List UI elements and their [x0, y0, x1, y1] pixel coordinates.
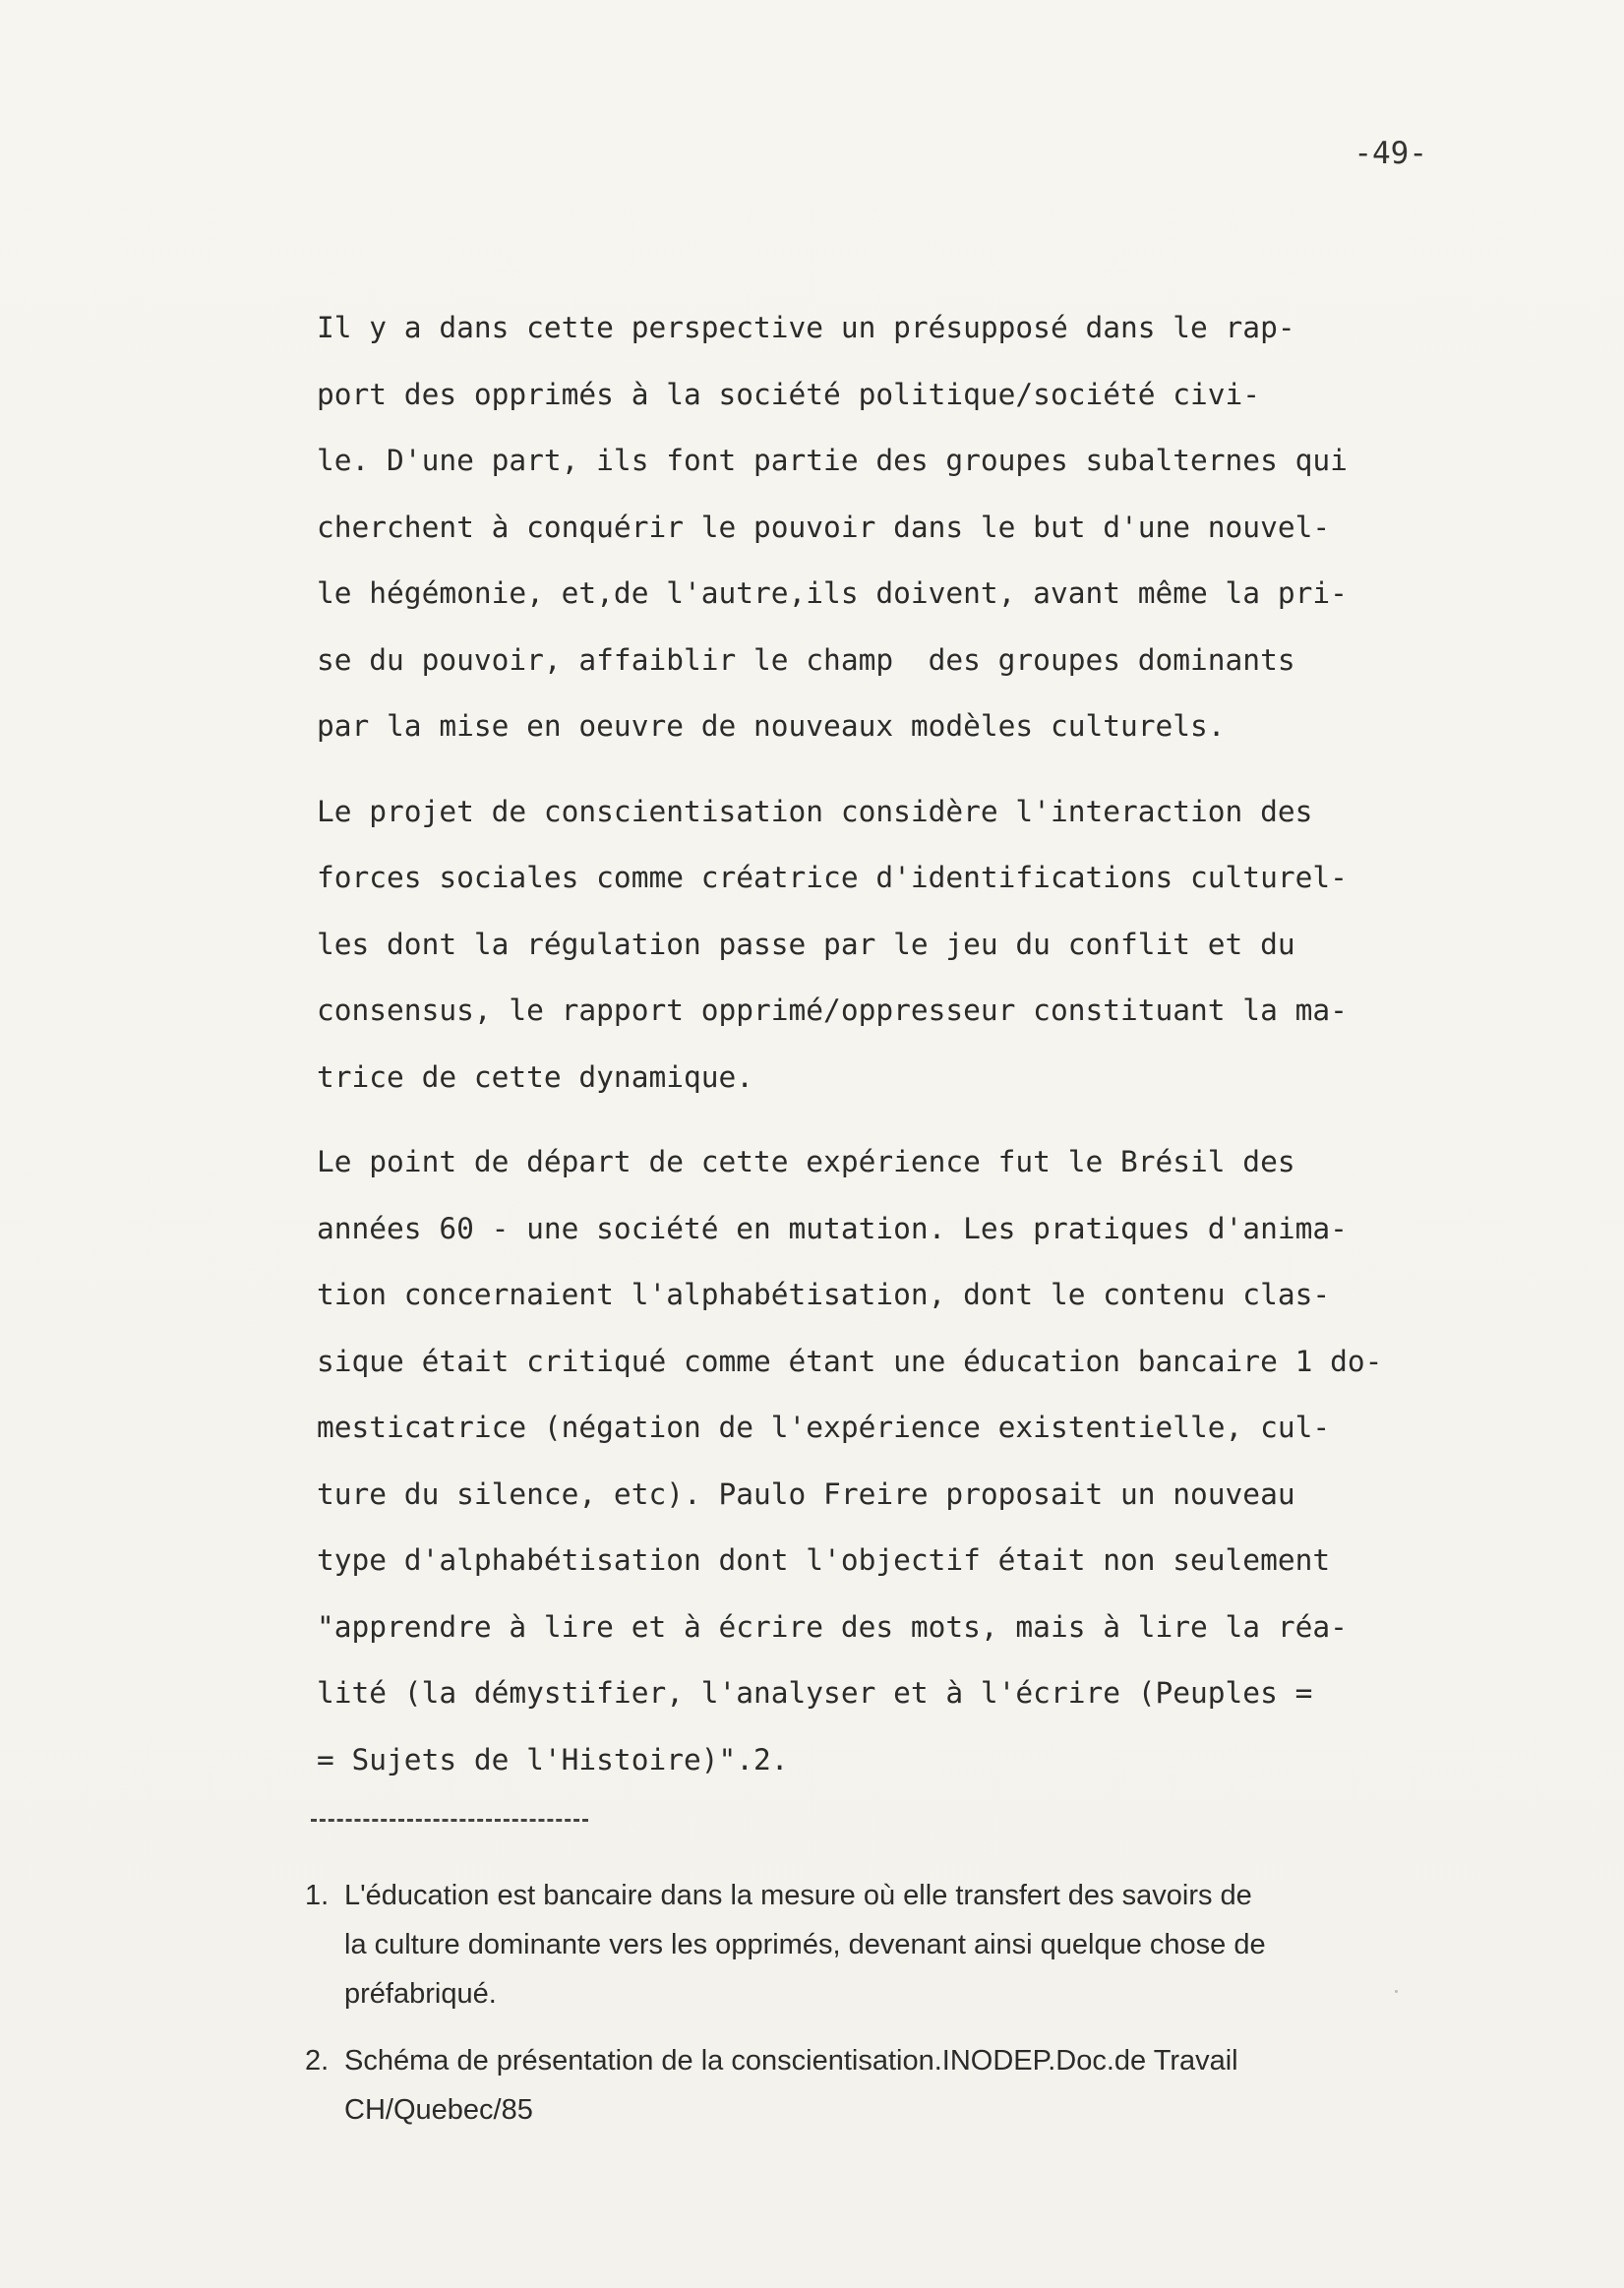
footnote-2: [305, 2036, 1485, 2135]
text-line: type d'alphabétisation dont l'objectif était non seulement: [317, 1543, 1331, 1577]
text-line: forces sociales comme créatrice d'identifications culturel-: [317, 861, 1348, 894]
text-line: le hégémonie, et,de l'autre,ils doivent, avant même la pri-: [317, 576, 1348, 610]
text-line: "apprendre à lire et à écrire des mots, mais à lire la réa-: [317, 1609, 1348, 1644]
text-line: consensus, le rapport opprimé/oppresseur constituant la ma-: [317, 993, 1348, 1027]
footnote-separator: [311, 1819, 588, 1822]
paper-speck: [1395, 1990, 1398, 1993]
text-line: tion concernaient l'alphabétisation, dont le contenu clas-: [317, 1278, 1331, 1311]
text-line: le. D'une part, ils font partie des groupes subalternes qui: [317, 444, 1348, 477]
paragraph-1: [317, 295, 1477, 760]
footnote-1: [305, 1871, 1485, 2018]
body-text: [317, 295, 1477, 1812]
text-line: cherchent à conquérir le pouvoir dans le but d'une nouvel-: [317, 510, 1331, 544]
page-number: -49-: [1353, 136, 1427, 171]
footnotes: [305, 1871, 1485, 2152]
footnote-text-line: préfabriqué.: [344, 1978, 497, 2010]
footnote-number: 2.: [305, 2045, 330, 2077]
text-line: sique était critiqué comme étant une éducation bancaire 1 do-: [317, 1344, 1383, 1378]
text-line: mesticatrice (négation de l'expérience existentielle, cul-: [317, 1411, 1331, 1444]
text-line: port des opprimés à la société politique/société civi-: [317, 377, 1261, 411]
footnote-text-line: Schéma de présentation de la conscientisation.INODEP.Doc.de Travail: [344, 2045, 1238, 2077]
footnote-text-line: la culture dominante vers les opprimés, devenant ainsi quelque chose de: [344, 1929, 1266, 1960]
text-line: Le projet de conscientisation considère l'interaction des: [317, 794, 1313, 828]
text-line: Il y a dans cette perspective un présupposé dans le rap-: [317, 311, 1295, 344]
text-line: les dont la régulation passe par le jeu du conflit et du: [317, 927, 1295, 961]
text-line: = Sujets de l'Histoire)".2.: [317, 1742, 789, 1776]
text-line: trice de cette dynamique.: [317, 1059, 754, 1094]
text-line: par la mise en oeuvre de nouveaux modèles culturels.: [317, 709, 1226, 743]
paragraph-3: [317, 1129, 1477, 1793]
text-line: se du pouvoir, affaiblir le champ des groupes dominants: [317, 642, 1295, 677]
text-line: années 60 - une société en mutation. Les pratiques d'anima-: [317, 1211, 1348, 1245]
footnote-number: 1.: [305, 1880, 330, 1911]
text-line: lité (la démystifier, l'analyser et à l'écrire (Peuples =: [317, 1676, 1313, 1710]
text-line: ture du silence, etc). Paulo Freire proposait un nouveau: [317, 1476, 1295, 1511]
footnote-text-line: L'éducation est bancaire dans la mesure où elle transfert des savoirs de: [344, 1880, 1252, 1911]
text-line: Le point de départ de cette expérience fut le Brésil des: [317, 1145, 1295, 1178]
paragraph-2: [317, 779, 1477, 1112]
footnote-text-line: CH/Quebec/85: [344, 2094, 533, 2126]
